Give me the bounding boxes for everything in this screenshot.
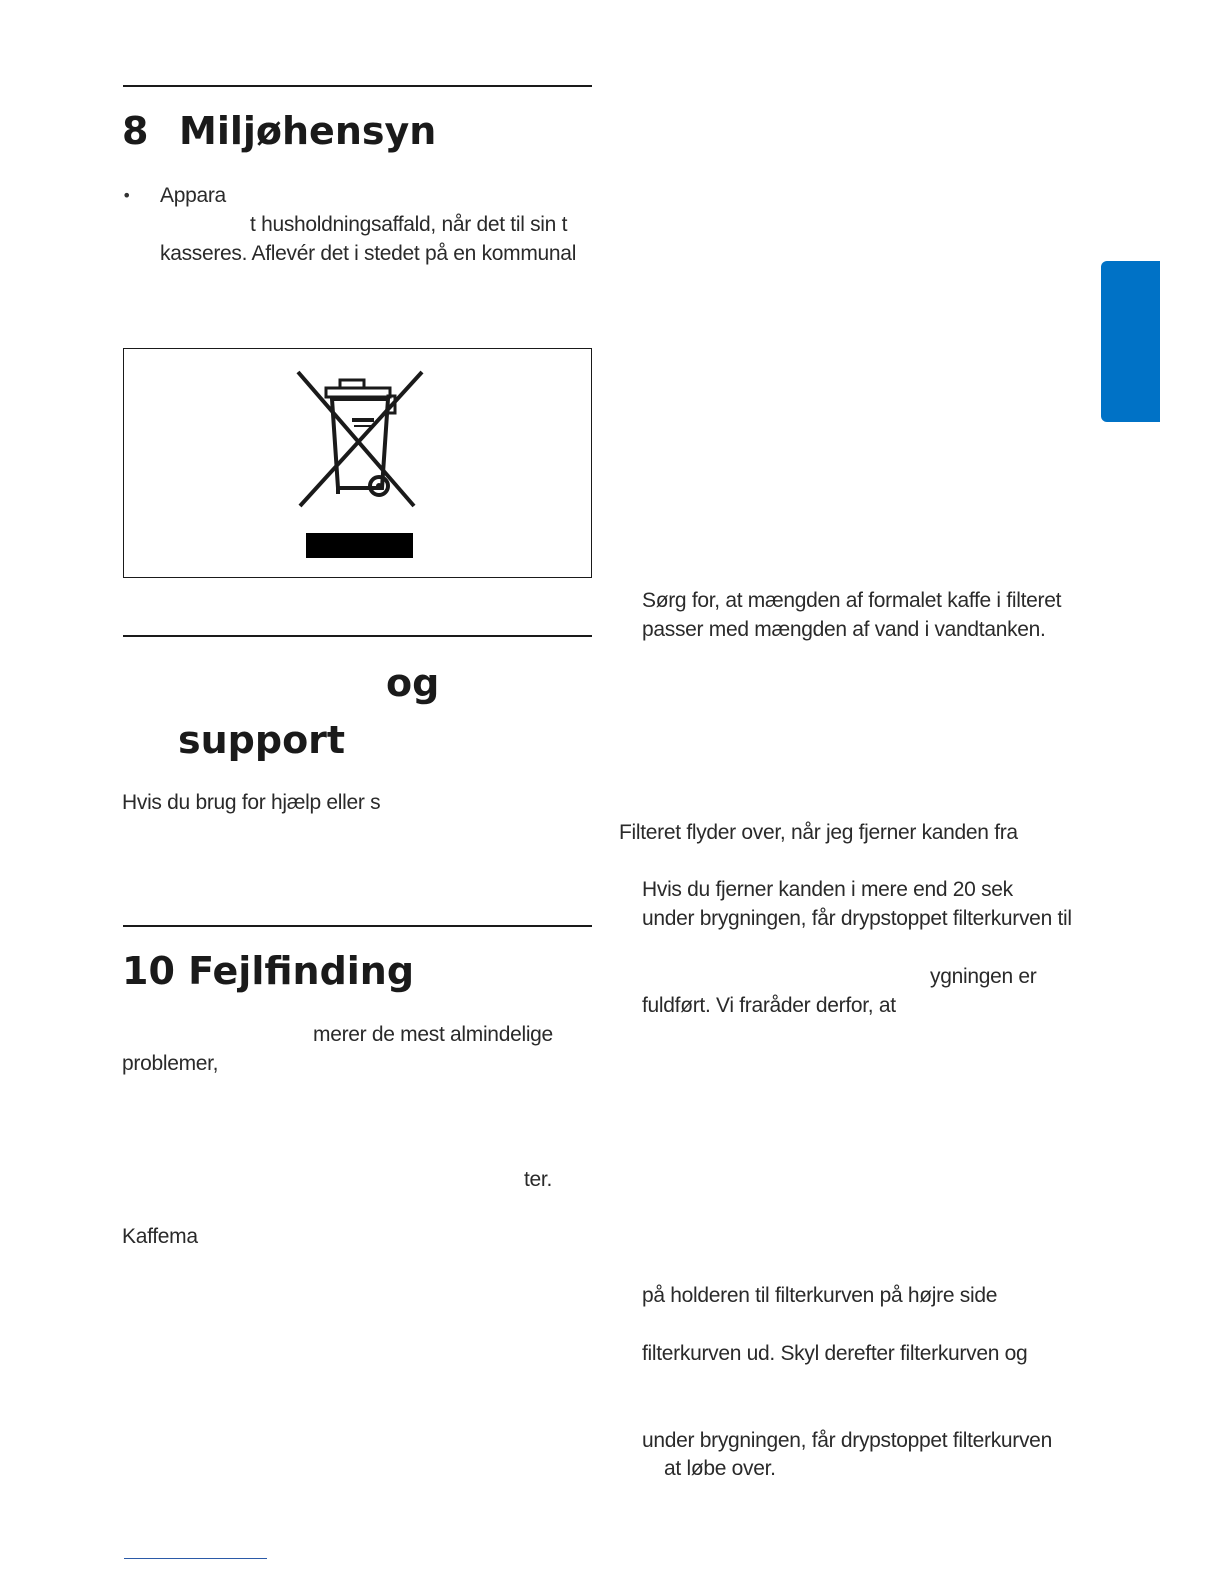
solution-1-line-1: Hvis du fjerner kanden i mere end 20 sek <box>642 878 1013 901</box>
section-9-title-part-1: og <box>386 661 440 705</box>
section-10-rule <box>123 925 592 927</box>
bullet-marker: • <box>122 186 132 205</box>
crossed-out-wheelie-bin-icon <box>290 366 430 516</box>
weee-solid-bar <box>306 533 413 558</box>
section-8-bullet-line-1: Appara <box>160 184 226 207</box>
section-8-bullet-line-2: t husholdningsaffald, når det til sin t <box>250 213 568 236</box>
section-9-rule <box>123 635 592 637</box>
solution-3-line-2: at løbe over. <box>664 1457 776 1480</box>
section-8-bullet-line-3: kasseres. Aflevér det i stedet på en kommunal <box>160 242 577 265</box>
section-9-title-part-2: support <box>178 718 346 762</box>
section-10-line-2: problemer, <box>122 1052 219 1075</box>
tip-line-1: Sørg for, at mængden af formalet kaffe i filteret <box>642 589 1062 612</box>
section-9-text: Hvis du brug for hjælp eller s <box>122 791 381 814</box>
section-8-title: Miljøhensyn <box>179 109 437 153</box>
problem-heading: Filteret flyder over, når jeg fjerner kanden fra <box>619 821 1018 844</box>
language-side-tab <box>1101 261 1160 422</box>
section-8-rule <box>123 85 592 87</box>
section-10-title: 10 Fejlfinding <box>122 949 415 993</box>
solution-1-line-3: ygningen er <box>930 965 1037 988</box>
solution-2-line-2: filterkurven ud. Skyl derefter filterkurven og <box>642 1342 1028 1365</box>
solution-1-line-2: under brygningen, får drypstoppet filterkurven til <box>642 907 1072 930</box>
tip-line-2: passer med mængden af vand i vandtanken. <box>642 618 1046 641</box>
section-10-line-1: merer de mest almindelige <box>313 1023 553 1046</box>
solution-3-line-1: under brygningen, får drypstoppet filterkurven <box>642 1429 1052 1452</box>
footer-rule <box>124 1558 267 1559</box>
solution-1-line-4: fuldført. Vi fraråder derfor, at <box>642 994 896 1017</box>
section-10-line-3: ter. <box>524 1168 552 1191</box>
section-10-line-4: Kaffema <box>122 1225 198 1248</box>
section-8-number: 8 <box>122 109 149 153</box>
solution-2-line-1: på holderen til filterkurven på højre side <box>642 1284 998 1307</box>
